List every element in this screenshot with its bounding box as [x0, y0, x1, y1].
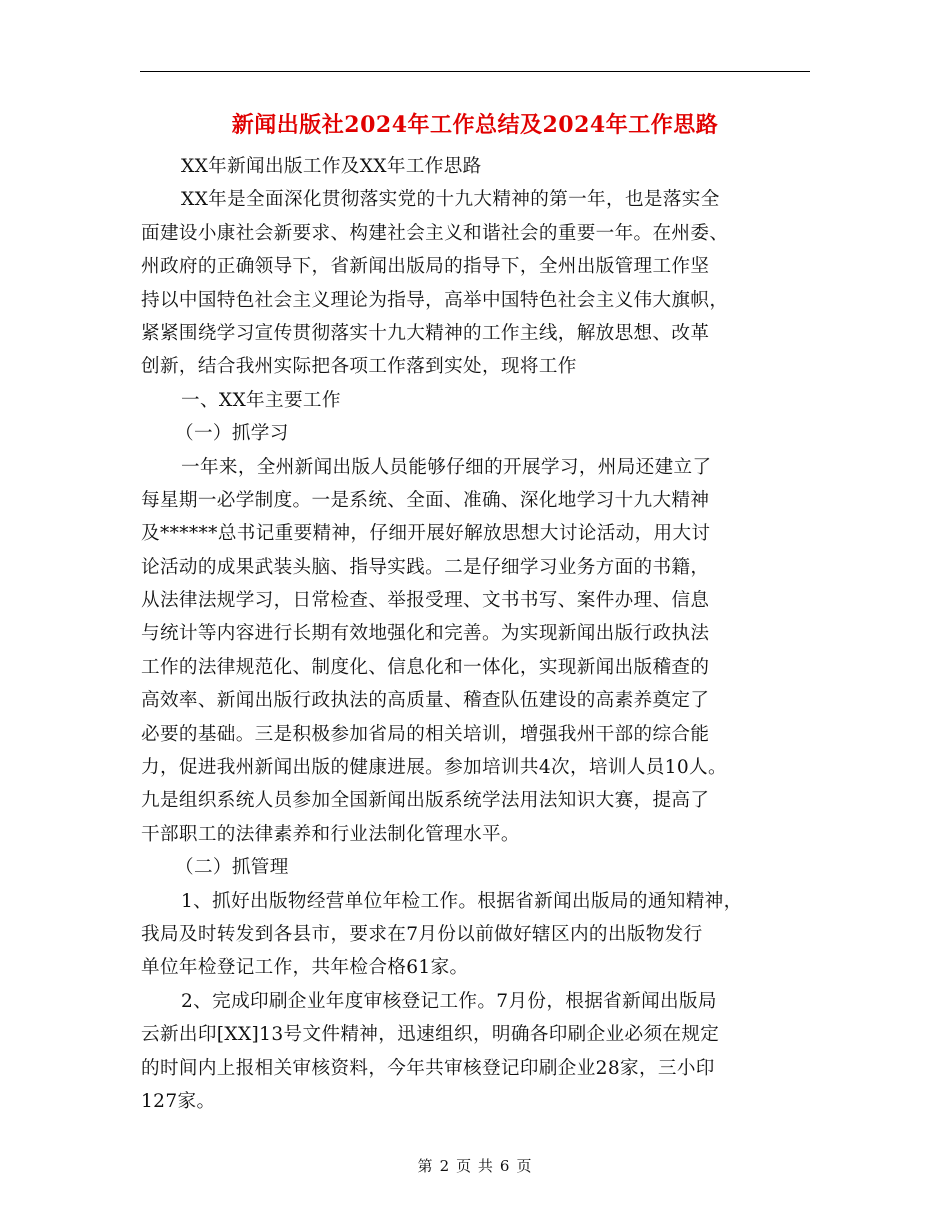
text-line: XX年是全面深化贯彻落实党的十九大精神的第一年，也是落实全 [181, 189, 720, 211]
text-line: 及******总书记重要精神，仔细开展好解放思想大讨论活动，用大讨 [141, 523, 711, 545]
text-line: 每星期一必学制度。一是系统、全面、准确、深化地学习十九大精神 [141, 489, 710, 511]
text-line: 必要的基础。三是积极参加省局的相关培训，增强我州干部的综合能 [141, 723, 710, 745]
text-line: 力，促进我州新闻出版的健康进展。参加培训共4次，培训人员10人。 [141, 757, 727, 779]
text-line: 我局及时转发到各县市，要求在7月份以前做好辖区内的出版物发行 [141, 923, 703, 945]
text-line: 州政府的正确领导下，省新闻出版局的指导下，全州出版管理工作坚 [141, 256, 710, 278]
text-line: 2、完成印刷企业年度审核登记工作。7月份，根据省新闻出版局 [181, 990, 717, 1012]
subsection-heading: （一）抓学习 [175, 423, 289, 445]
text-line: 127家。 [141, 1090, 216, 1112]
page-total: 6 [499, 1157, 511, 1175]
document-body [141, 150, 813, 1118]
text-line: 1、抓好出版物经营单位年检工作。根据省新闻出版局的通知精神， [181, 890, 743, 912]
footer-prefix: 第 [417, 1157, 434, 1175]
header-rule [140, 71, 810, 72]
footer-suffix: 页 [516, 1157, 533, 1175]
page-footer [0, 1155, 950, 1176]
subsection-heading: （二）抓管理 [175, 857, 289, 879]
text-line: 单位年检登记工作，共年检合格61家。 [141, 957, 469, 979]
page-number: 2 [439, 1157, 451, 1175]
text-line: 一年来，全州新闻出版人员能够仔细的开展学习，州局还建立了 [181, 456, 712, 478]
text-line: 云新出印[XX]13号文件精神，迅速组织，明确各印刷企业必须在规定 [141, 1024, 720, 1046]
text-line: 面建设小康社会新要求、构建社会主义和谐社会的重要一年。在州委、 [141, 222, 729, 244]
text-line: 紧紧围绕学习宣传贯彻落实十九大精神的工作主线，解放思想、改革 [141, 322, 710, 344]
text-line: 工作的法律规范化、制度化、信息化和一体化，实现新闻出版稽查的 [141, 656, 710, 678]
text-line: 从法律法规学习，日常检查、举报受理、文书书写、案件办理、信息 [141, 590, 710, 612]
text-line: 论活动的成果武装头脑、指导实践。二是仔细学习业务方面的书籍， [141, 556, 710, 578]
text-line: 持以中国特色社会主义理论为指导，高举中国特色社会主义伟大旗帜， [141, 289, 729, 311]
text-line: 创新，结合我州实际把各项工作落到实处，现将工作 [141, 356, 577, 378]
text-line: 的时间内上报相关审核资料，今年共审核登记印刷企业28家，三小印 [141, 1057, 715, 1079]
text-line: 九是组织系统人员参加全国新闻出版系统学法用法知识大赛，提高了 [141, 790, 710, 812]
text-line: 与统计等内容进行长期有效地强化和完善。为实现新闻出版行政执法 [141, 623, 710, 645]
section-heading: 一、XX年主要工作 [181, 389, 341, 411]
footer-middle: 页 共 [456, 1157, 494, 1175]
text-line: 高效率、新闻出版行政执法的高质量、稽查队伍建设的高素养奠定了 [141, 690, 710, 712]
text-line: XX年新闻出版工作及XX年工作思路 [181, 156, 482, 177]
text-line: 干部职工的法律素养和行业法制化管理水平。 [141, 823, 520, 845]
document-title: 新闻出版社2024年工作总结及2024年工作思路 [231, 112, 719, 138]
